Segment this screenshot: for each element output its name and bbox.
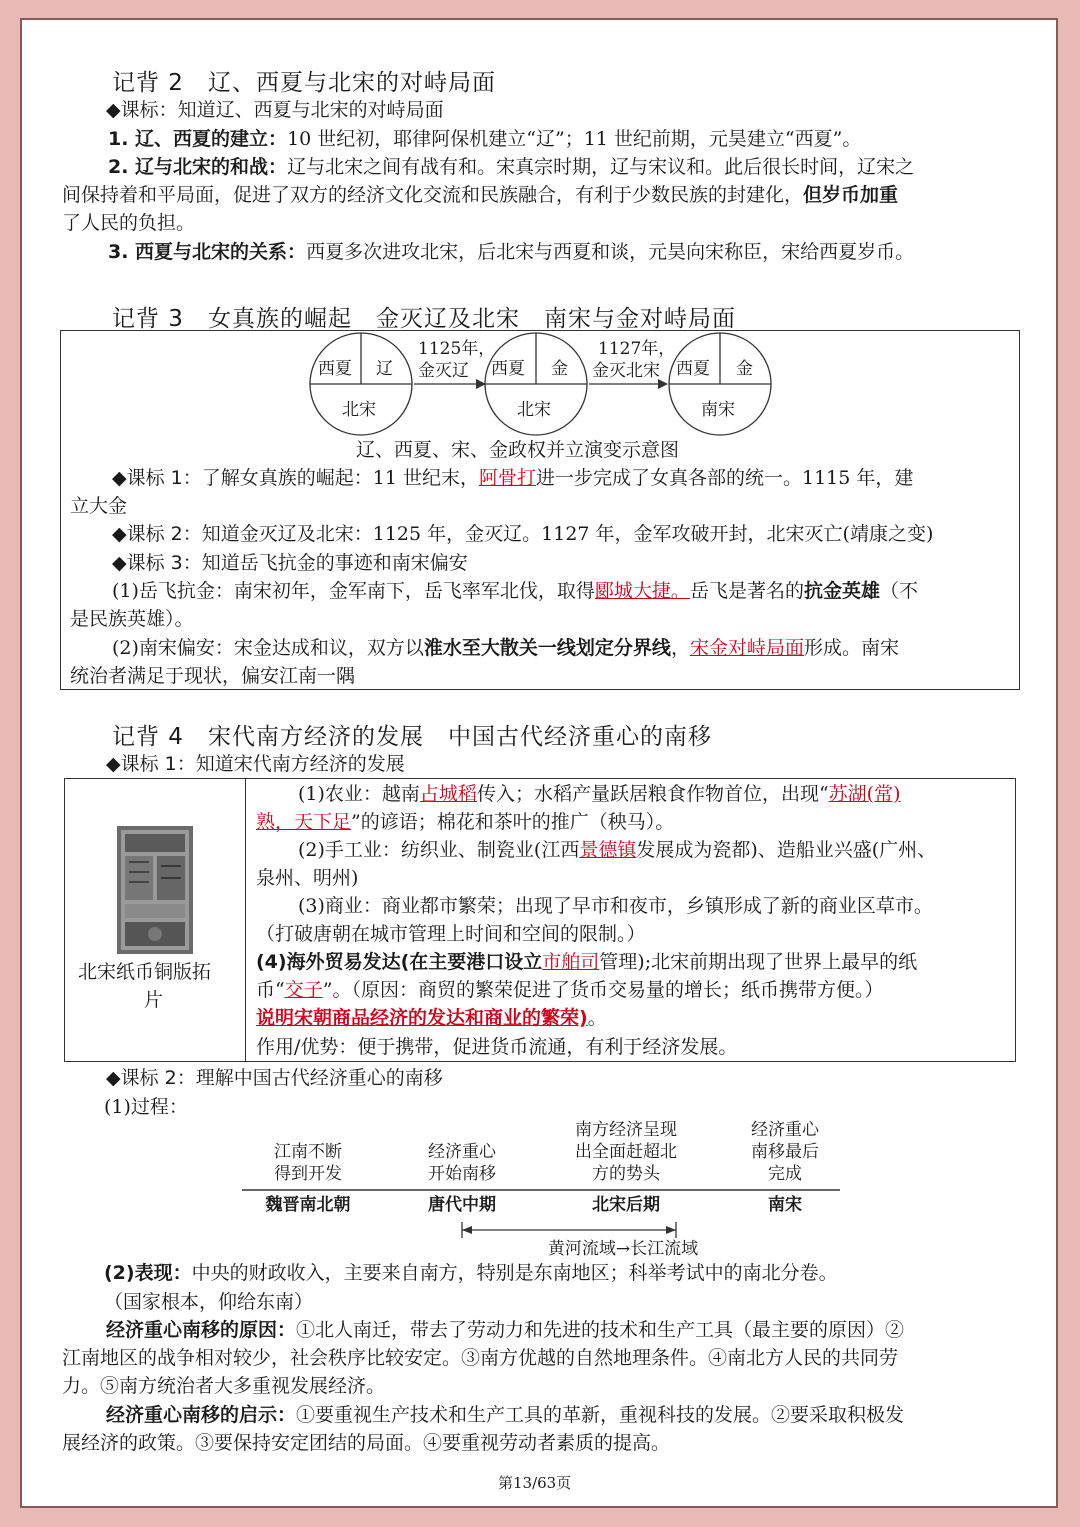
timeline-era-2: 唐代中期 xyxy=(428,1195,496,1215)
c2-top-right: 金 xyxy=(551,359,568,379)
c2-bottom: 北宋 xyxy=(517,400,551,420)
timeline-era-4: 南宋 xyxy=(768,1195,802,1215)
s4-qi-head: 经济重心南移的启示： xyxy=(106,1404,297,1426)
s4-ag-red2: 苏湖(常) xyxy=(828,783,901,805)
s4-biaoxian xyxy=(104,1259,838,1287)
s2-para-1 xyxy=(108,125,861,153)
arrow1-label-2: 金灭辽 xyxy=(418,361,469,381)
timeline-desc-3: 南方经济呈现 出全面赶超北 方的势头 xyxy=(575,1120,677,1184)
s4-handicraft-cont: 泉州、明州) xyxy=(256,867,359,889)
s4-ag-b: 传入；水稻产量跃居粮食作物首位，出现“ xyxy=(476,783,829,805)
s3-kebiao-1 xyxy=(112,464,913,492)
s2-p2-text1: 辽与北宋之间有战有和。宋真宗时期，辽与宋议和。此后很长时间，辽宋之 xyxy=(287,156,915,178)
s3-yuefei-cont: 是民族英雄）。 xyxy=(70,608,194,630)
s2-p2-text2a: 间保持着和平局面，促进了双方的经济文化交流和民族融合，有利于少数民族的封建化， xyxy=(62,184,804,206)
s2-p2-head: 2. 辽与北宋的和战： xyxy=(108,156,288,178)
s4-trade-cont2 xyxy=(256,1004,607,1032)
s4-ag-red1: 占城稻 xyxy=(419,783,477,805)
s4-qi-1: ①要重视生产技术和生产工具的革新，重视科技的发展。②要采取积极发 xyxy=(296,1404,905,1426)
s3-pian-bold: 淮水至大散关一线划定分界线 xyxy=(423,637,671,659)
s3-k1-b: 进一步完成了女真各部的统一。1115 年，建 xyxy=(535,467,914,489)
s4-commerce-cont: （打破唐朝在城市管理上时间和空间的限制。） xyxy=(256,923,646,945)
s4-agriculture-cont xyxy=(256,808,674,836)
s4-tr-red: 市舶司 xyxy=(542,951,600,973)
banknote-rubbing-image xyxy=(117,826,193,954)
c1-bottom: 北宋 xyxy=(342,400,376,420)
s4-yuan-1: ①北人南迁，带去了劳动力和先进的技术和生产工具（最主要的原因）② xyxy=(296,1319,905,1341)
s3-pianan xyxy=(112,634,899,662)
s2-p1-text: 10 世纪初，耶律阿保机建立“辽”；11 世纪前期，元昊建立“西夏”。 xyxy=(287,128,862,150)
s2-p3-head: 3. 西夏与北宋的关系： xyxy=(108,241,307,263)
s3-kebiao-2 xyxy=(112,520,933,548)
s4-tr-e: 。 xyxy=(587,1007,607,1029)
s3-yuefei xyxy=(112,577,918,605)
s4-tr-a: (4)海外贸易发达(在主要港口设立 xyxy=(256,951,543,973)
s4-biao-text: 中央的财政收入，主要来自南方，特别是东南地区；科举考试中的南北分卷。 xyxy=(191,1262,838,1284)
s2-para-2-line3: 了人民的负担。 xyxy=(62,212,196,234)
s4-hand-red: 景德镇 xyxy=(579,839,637,861)
c3-top-left: 西夏 xyxy=(676,359,710,379)
s4-trade-cont xyxy=(256,976,883,1004)
s4-ag-a: (1)农业：越南 xyxy=(298,783,420,805)
c1-top-left: 西夏 xyxy=(318,359,352,379)
timeline-desc-1: 江南不断 得到开发 xyxy=(274,1142,342,1184)
c1-top-right: 辽 xyxy=(376,359,393,379)
timeline-desc-4: 经济重心 南移最后 完成 xyxy=(751,1120,819,1184)
page-number: 第13/63页 xyxy=(498,1474,572,1492)
timeline-era-3: 北宋后期 xyxy=(592,1195,660,1215)
s2-para-2-line2 xyxy=(62,181,898,209)
section-2-title: 记背 2 辽、西夏与北宋的对峙局面 xyxy=(112,70,496,96)
s3-pian-c: 形成。南宋 xyxy=(803,637,899,659)
s4-kebiao-2: ◆课标 2：理解中国古代经济重心的南移 xyxy=(106,1067,443,1089)
s3-k1-head: ◆课标 1：了解女真族的崛起： xyxy=(112,467,373,489)
s2-p1-head: 1. 辽、西夏的建立： xyxy=(108,128,288,150)
section-4-title: 记背 4 宋代南方经济的发展 中国古代经济重心的南移 xyxy=(112,724,712,750)
s3-k2-text: 1125 年，金灭辽。1127 年，金军攻破开封，北宋灭亡(靖康之变) xyxy=(372,523,934,545)
s4-biao-head: (2)表现： xyxy=(104,1262,192,1284)
s4-tr-b: 管理);北宋前期出现了世界上最早的纸 xyxy=(599,951,918,973)
s4-qishi xyxy=(106,1401,904,1429)
diagram-caption: 辽、西夏、宋、金政权并立演变示意图 xyxy=(356,439,680,461)
s4-yuanyin-2: 江南地区的战争相对较少，社会秩序比较安定。③南方优越的自然地理条件。④南北方人民的共同劳 xyxy=(62,1347,899,1369)
timeline-flow: 黄河流域→长江流域 xyxy=(547,1239,699,1259)
s4-biaoxian-note: （国家根本，仰给东南） xyxy=(104,1291,314,1313)
s4-commerce: (3)商业：商业都市繁荣；出现了早市和夜市，乡镇形成了新的商业区草市。 xyxy=(298,895,933,917)
s3-yue-b: 岳飞是著名的 xyxy=(689,580,804,602)
s4-qishi-2: 展经济的政策。③要保持安定团结的局面。④要重视劳动者素质的提高。 xyxy=(62,1432,671,1454)
arrow2-label-1: 1127年， xyxy=(598,339,676,359)
arrow1-label-1: 1125年， xyxy=(418,339,496,359)
s2-para-3 xyxy=(108,238,914,266)
s3-yue-bold: 抗金英雄 xyxy=(803,580,880,602)
s4-process-label: (1)过程： xyxy=(104,1096,188,1118)
c3-top-right: 金 xyxy=(736,359,753,379)
s3-pianan-cont: 统治者满足于现状，偏安江南一隅 xyxy=(70,665,356,687)
s3-k1-a: 11 世纪末， xyxy=(372,467,479,489)
s4-ag-red3: 熟，天下足 xyxy=(256,811,352,833)
s4-tr-red3: 说明宋朝商品经济的发达和商业的繁荣) xyxy=(256,1007,588,1029)
s3-pian-b: ， xyxy=(670,637,690,659)
s4-tr-c: 币“ xyxy=(256,979,285,1001)
s3-k2-head: ◆课标 2：知道金灭辽及北宋： xyxy=(112,523,373,545)
c2-top-left: 西夏 xyxy=(491,359,525,379)
s4-tr-d: ”。（原因：商贸的繁荣促进了货币交易量的增长；纸币携带方便。） xyxy=(322,979,884,1001)
s4-yuan-head: 经济重心南移的原因： xyxy=(106,1319,297,1341)
s4-agriculture xyxy=(298,780,900,808)
s3-yue-c: （不 xyxy=(879,580,918,602)
timeline-era-1: 魏晋南北朝 xyxy=(265,1195,351,1215)
s4-yuanyin xyxy=(106,1316,904,1344)
s3-k1-red: 阿骨打 xyxy=(478,467,536,489)
image-caption-2: 片 xyxy=(144,989,164,1011)
section-2-kebiao: ◆课标：知道辽、西夏与北宋的对峙局面 xyxy=(106,99,444,121)
c3-bottom: 南宋 xyxy=(701,400,735,420)
s4-hand-a: (2)手工业：纺织业、制瓷业(江西 xyxy=(298,839,580,861)
s4-trade xyxy=(256,948,917,976)
s4-ag-c: ”的谚语；棉花和茶叶的推广（秧马）。 xyxy=(351,811,675,833)
s4-hand-b: 发展成为瓷都)、造船业兴盛(广州、 xyxy=(636,839,937,861)
s2-para-2-line1 xyxy=(108,153,914,181)
s3-pian-red: 宋金对峙局面 xyxy=(689,637,804,659)
arrow2-label-2: 金灭北宋 xyxy=(592,361,660,381)
s4-yuanyin-3: 力。⑤南方统治者大多重视发展经济。 xyxy=(62,1375,386,1397)
s2-p2-text2b: 但岁币加重 xyxy=(803,184,899,206)
s2-p3-text: 西夏多次进攻北宋，后北宋与西夏和谈，元昊向宋称臣，宋给西夏岁币。 xyxy=(306,241,915,263)
s4-handicraft xyxy=(298,836,936,864)
image-caption-1: 北宋纸币铜版拓 xyxy=(78,961,212,983)
section-3-title: 记背 3 女真族的崛起 金灭辽及北宋 南宋与金对峙局面 xyxy=(112,306,736,332)
s3-kebiao-3: ◆课标 3：知道岳飞抗金的事迹和南宋偏安 xyxy=(112,552,468,574)
s4-usage: 作用/优势：便于携带，促进货币流通，有利于经济发展。 xyxy=(256,1036,738,1058)
s3-yue-a: (1)岳飞抗金：南宋初年，金军南下，岳飞率军北伐，取得 xyxy=(112,580,595,602)
s3-yue-red: 郾城大捷。 xyxy=(594,580,690,602)
regime-evolution-diagram xyxy=(60,330,1020,442)
timeline-desc-2: 经济重心 开始南移 xyxy=(428,1142,496,1184)
s4-kebiao-1: ◆课标 1：知道宋代南方经济的发展 xyxy=(106,753,405,775)
s3-pian-a: (2)南宋偏安：宋金达成和议，双方以 xyxy=(112,637,424,659)
s3-kebiao-1-cont: 立大金 xyxy=(70,495,128,517)
s4-tr-red2: 交子 xyxy=(284,979,323,1001)
